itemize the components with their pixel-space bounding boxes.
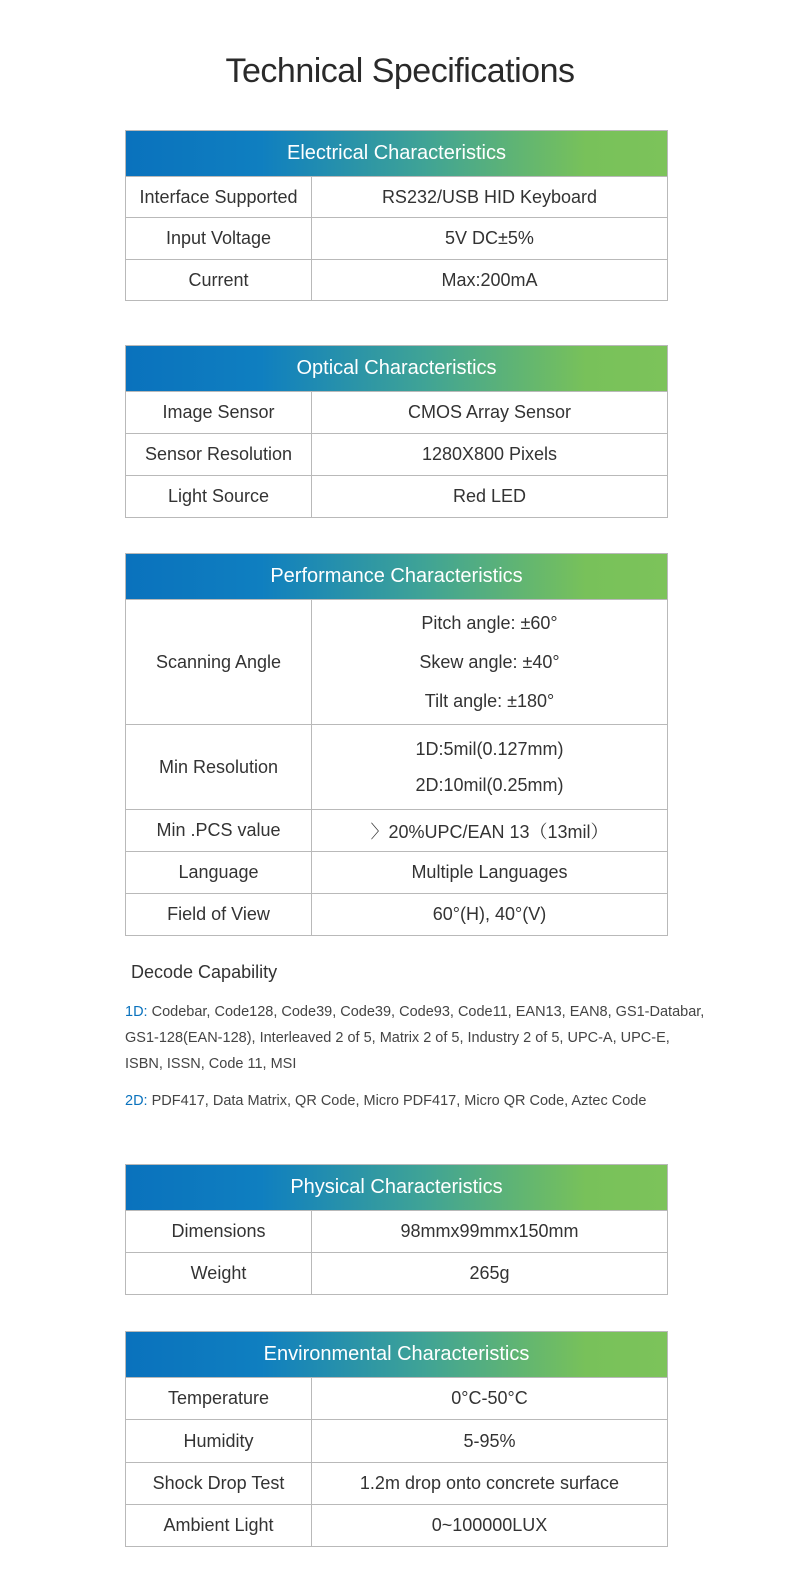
row-label: Input Voltage [126, 218, 312, 259]
value-line: 5-95% [463, 1430, 516, 1451]
decode-line: GS1-128(EAN-128), Interleaved 2 of 5, Matrix 2 of 5, Industry 2 of 5, UPC-A, UPC-E, [125, 1030, 670, 1046]
row-value [312, 852, 667, 893]
value-line: RS232/USB HID Keyboard [381, 186, 598, 207]
value-line: Tilt angle: ±180° [424, 690, 555, 711]
optical-table [125, 345, 668, 518]
value-line: Skew angle: ±40° [419, 651, 560, 672]
value-line: Multiple Languages [411, 862, 568, 882]
performance-table [125, 553, 668, 936]
table-row [126, 475, 667, 517]
decode-title: Decode Capability [131, 962, 278, 982]
section-header: Performance Characteristics [126, 554, 667, 599]
row-value [312, 1420, 667, 1462]
row-label: Dimensions [126, 1211, 312, 1252]
table-row [126, 724, 667, 809]
decode-1d-text: Codebar, Code128, Code39, Code39, Code93, Code11, EAN13, EAN8, GS1-Databar, [151, 1004, 705, 1020]
decode-line [125, 1088, 725, 1114]
page-title: Technical Specifications [225, 52, 575, 90]
row-value [312, 1211, 667, 1252]
table-row [126, 1252, 667, 1294]
value-line: 1.2m drop onto concrete surface [359, 1473, 620, 1493]
value-line: 60°(H), 40°(V) [432, 904, 547, 924]
decode-1d-key: 1D: [125, 1004, 148, 1020]
row-value [312, 1505, 667, 1546]
row-value [312, 218, 667, 259]
row-label: Current [126, 260, 312, 300]
row-label: Min .PCS value [126, 810, 312, 851]
row-label: Scanning Angle [126, 600, 312, 724]
row-label: Interface Supported [126, 177, 312, 217]
row-value [312, 810, 667, 851]
value-line: 1280X800 Pixels [421, 444, 558, 464]
table-row [126, 1462, 667, 1504]
row-value [312, 392, 667, 433]
row-label: Min Resolution [126, 725, 312, 809]
decode-2d-text: PDF417, Data Matrix, QR Code, Micro PDF417, Micro QR Code, Aztec Code [151, 1093, 647, 1109]
row-value [312, 476, 667, 517]
table-row [126, 259, 667, 300]
table-row [126, 1210, 667, 1252]
value-line: 98mmx99mmx150mm [400, 1221, 579, 1241]
section-header: Optical Characteristics [126, 346, 667, 391]
value-line: 〉20%UPC/EAN 13（13mil） [370, 821, 609, 842]
decode-2d-key: 2D: [125, 1093, 148, 1109]
table-row [126, 893, 667, 935]
value-line: 0~100000LUX [431, 1515, 548, 1535]
row-label: Sensor Resolution [126, 434, 312, 475]
table-row [126, 851, 667, 893]
row-value [312, 1253, 667, 1294]
value-line: 265g [469, 1263, 510, 1283]
row-value [312, 725, 667, 809]
value-line: 0°C-50°C [451, 1388, 528, 1408]
environmental-table [125, 1331, 668, 1547]
row-value [312, 260, 667, 300]
physical-table [125, 1164, 668, 1295]
row-label: Weight [126, 1253, 312, 1294]
value-line: 5V DC±5% [445, 228, 534, 248]
value-line: 2D:10mil(0.25mm) [415, 775, 564, 795]
table-row [126, 809, 667, 851]
row-label: Field of View [126, 894, 312, 935]
decode-2d [125, 1088, 725, 1114]
value-line: Pitch angle: ±60° [421, 612, 558, 633]
row-value [312, 894, 667, 935]
table-row [126, 1504, 667, 1546]
row-value [312, 434, 667, 475]
row-label: Light Source [126, 476, 312, 517]
table-row [126, 599, 667, 724]
row-value [312, 1378, 667, 1419]
table-row [126, 217, 667, 259]
table-row [126, 391, 667, 433]
table-row [126, 1419, 667, 1462]
section-header: Electrical Characteristics [126, 131, 667, 176]
decode-1d [125, 999, 725, 1077]
value-line: Max:200mA [441, 269, 538, 290]
section-header: Physical Characteristics [126, 1165, 667, 1210]
row-label: Language [126, 852, 312, 893]
value-line: 1D:5mil(0.127mm) [415, 739, 564, 759]
row-value [312, 177, 667, 217]
table-row [126, 433, 667, 475]
section-header: Environmental Characteristics [126, 1332, 667, 1377]
decode-line: ISBN, ISSN, Code 11, MSI [125, 1056, 297, 1072]
value-line: Red LED [452, 486, 527, 506]
value-line: CMOS Array Sensor [407, 402, 572, 422]
row-value [312, 600, 667, 724]
electrical-table [125, 130, 668, 301]
decode-line [125, 999, 725, 1025]
row-label: Image Sensor [126, 392, 312, 433]
row-label: Shock Drop Test [126, 1463, 312, 1504]
table-row [126, 1377, 667, 1419]
row-value [312, 1463, 667, 1504]
table-row [126, 176, 667, 217]
row-label: Ambient Light [126, 1505, 312, 1546]
row-label: Temperature [126, 1378, 312, 1419]
row-label: Humidity [126, 1420, 312, 1462]
